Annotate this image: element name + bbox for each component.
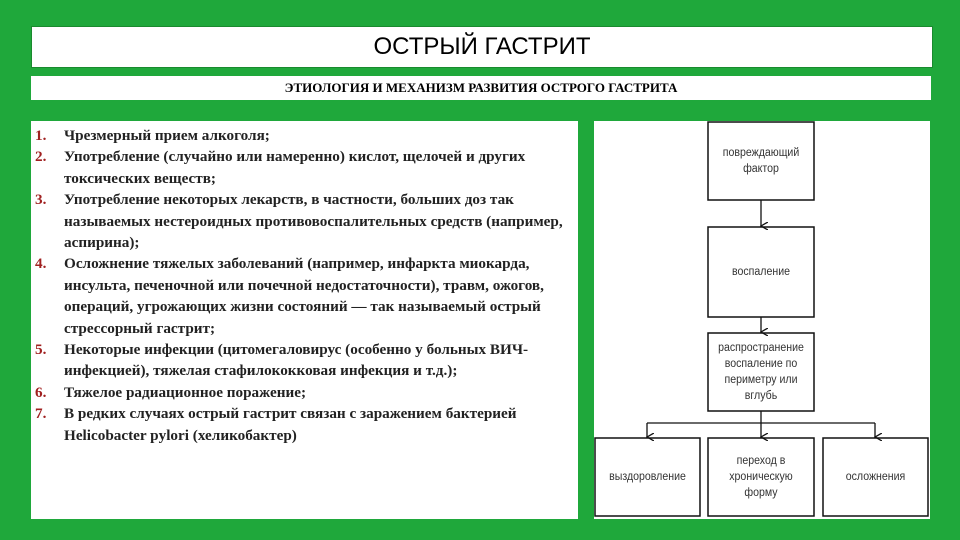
damaging-factor-label: повреждающий фактор: [722, 147, 800, 175]
recovery-label: выздоровление: [609, 471, 686, 483]
list-text: Чрезмерный прием алкоголя;: [64, 127, 270, 144]
list-text: Осложнение тяжелых заболеваний (например, инфаркта миокарда, инсульта, печеночной или почечной недостаточности), травм, ожогов, операций, угрожающих жизни состояний — так называемый острый стрессорный гастрит;: [64, 255, 544, 337]
slide-title: ОСТРЫЙ ГАСТРИТ: [31, 26, 933, 68]
list-number: 3.: [35, 191, 47, 209]
spread-label: распространение воспаление по периметру или вглубь: [718, 342, 804, 402]
pathogenesis-diagram: [594, 121, 930, 519]
list-number: 1.: [35, 127, 47, 144]
list-text: Тяжелое радиационное поражение;: [64, 383, 307, 401]
list-number: 5.: [35, 341, 47, 359]
causes-list: [35, 125, 572, 446]
list-item: [35, 253, 572, 339]
list-text: Употребление (случайно или намеренно) кислот, щелочей и других токсических веществ;: [64, 148, 526, 187]
causes-panel: [31, 121, 578, 519]
list-number: 4.: [35, 255, 47, 273]
chronic-label: переход в хроническую форму: [729, 455, 793, 499]
list-item: [35, 403, 572, 446]
list-item: [35, 339, 572, 382]
inflammation-label: воспаление: [732, 266, 790, 278]
list-item: [35, 382, 572, 403]
list-number: 2.: [35, 148, 47, 166]
list-item: [35, 146, 572, 189]
list-number: 6.: [35, 383, 47, 401]
slide-subtitle: ЭТИОЛОГИЯ И МЕХАНИЗМ РАЗВИТИЯ ОСТРОГО ГАСТРИТА: [31, 76, 931, 100]
list-item: [35, 189, 572, 253]
list-text: Употребление некоторых лекарств, в частности, больших доз так называемых нестероидных противовоспалительных средств (например, аспирина);: [64, 191, 563, 252]
list-item: [35, 125, 572, 146]
list-text: В редких случаях острый гастрит связан с заражением бактерией Helicobacter pylori (хеликобактер): [64, 405, 517, 444]
complications-label: осложнения: [845, 471, 906, 483]
list-text: Некоторые инфекции (цитомегаловирус (особенно у больных ВИЧ-инфекцией), тяжелая стафилококковая инфекция и т.д.);: [64, 341, 529, 380]
list-number: 7.: [35, 405, 47, 423]
